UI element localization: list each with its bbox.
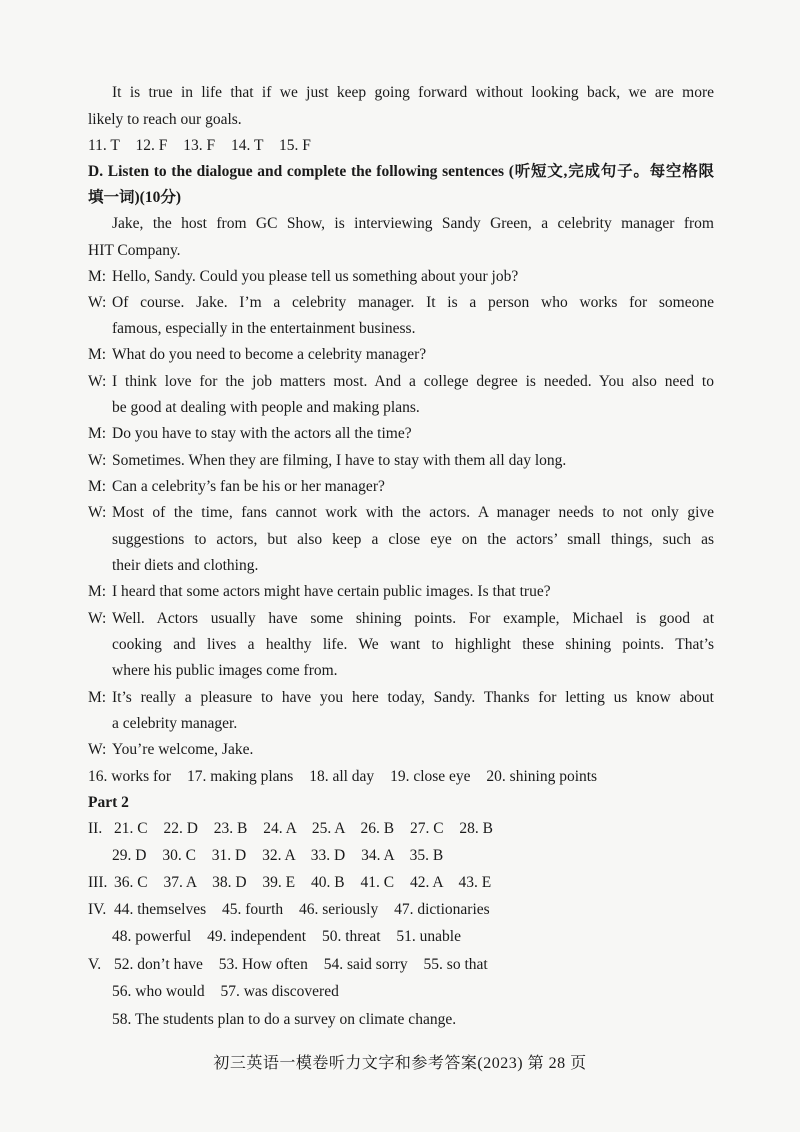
speaker-label: M: bbox=[88, 268, 107, 285]
answer-item: 53. How often bbox=[218, 956, 308, 973]
section-d-title-line-2: 填一词)(10分) bbox=[88, 189, 181, 206]
answer-item: 17. making plans bbox=[186, 768, 294, 785]
answer-item: 23. B bbox=[213, 820, 248, 837]
setup-line-2: HIT Company. bbox=[88, 242, 181, 259]
dialogue-line: I heard that some actors might have certain public images. Is that true? bbox=[112, 583, 551, 600]
dialogue-line: a celebrity manager. bbox=[112, 715, 238, 732]
speaker-label: M: bbox=[88, 425, 107, 442]
speaker-label: W: bbox=[88, 610, 107, 627]
answers-V-row-3: 58. The students plan to do a survey on climate change. bbox=[112, 1011, 457, 1028]
answer-item: 54. said sorry bbox=[323, 956, 408, 973]
dialogue-line: Sometimes. When they are filming, I have to stay with them all day long. bbox=[112, 452, 567, 469]
answer-item: 11. T bbox=[88, 137, 120, 154]
dialogue-line: Do you have to stay with the actors all the time? bbox=[112, 425, 412, 442]
answer-item: 41. C bbox=[360, 874, 395, 891]
answer-item: 14. T bbox=[230, 137, 264, 154]
setup-line-1: Jake, the host from GC Show, is interviewing Sandy Green, a celebrity manager from bbox=[112, 215, 714, 232]
intro-line-2: likely to reach our goals. bbox=[88, 111, 242, 128]
answer-item: 52. don’t have bbox=[114, 956, 203, 973]
dialogue-line: suggestions to actors, but also keep a close eye on the actors’ small things, such as bbox=[112, 531, 714, 548]
dialogue-line: where his public images come from. bbox=[112, 662, 338, 679]
section-label: III. bbox=[88, 874, 108, 891]
dialogue-line: cooking and lives a healthy life. We want to highlight these shining points. That’s bbox=[112, 636, 714, 653]
dialogue-line: Most of the time, fans cannot work with the actors. A manager needs to not only give bbox=[112, 504, 714, 521]
dialogue-line: be good at dealing with people and making plans. bbox=[112, 399, 420, 416]
answer-item: 28. B bbox=[459, 820, 494, 837]
speaker-label: W: bbox=[88, 504, 107, 521]
dialogue-line: You’re welcome, Jake. bbox=[112, 741, 254, 758]
answer-item: 45. fourth bbox=[222, 901, 284, 918]
answer-item: 33. D bbox=[310, 847, 346, 864]
section-label: II. bbox=[88, 820, 103, 837]
answer-item: 27. C bbox=[409, 820, 444, 837]
answer-item: 18. all day bbox=[309, 768, 375, 785]
answers-II-row-1 bbox=[88, 819, 714, 839]
answer-item: 48. powerful bbox=[112, 928, 192, 945]
speaker-label: M: bbox=[88, 583, 107, 600]
speaker-label: W: bbox=[88, 452, 107, 469]
answers-III bbox=[88, 873, 714, 893]
answer-item: 55. so that bbox=[423, 956, 488, 973]
dialogue-line: What do you need to become a celebrity manager? bbox=[112, 346, 427, 363]
answers-IV-row-1 bbox=[88, 900, 714, 920]
speaker-label: M: bbox=[88, 689, 107, 706]
intro-line-1: It is true in life that if we just keep going forward without looking back, we are more bbox=[112, 84, 714, 101]
answer-item: 20. shining points bbox=[486, 768, 598, 785]
speaker-label: W: bbox=[88, 741, 107, 758]
dialogue-line: I think love for the job matters most. And a college degree is needed. You also need to bbox=[112, 373, 714, 390]
answers-V-row-2 bbox=[112, 982, 714, 1002]
answer-item: 47. dictionaries bbox=[394, 901, 490, 918]
answers-11-15 bbox=[88, 136, 714, 156]
dialogue-line: Hello, Sandy. Could you please tell us something about your job? bbox=[112, 268, 519, 285]
answer-item: 12. F bbox=[135, 137, 168, 154]
answers-IV-row-2 bbox=[112, 927, 714, 947]
page-footer: 初三英语一模卷听力文字和参考答案(2023) 第 28 页 bbox=[213, 1055, 587, 1072]
answer-item: 21. C bbox=[114, 820, 148, 837]
answers-16-20 bbox=[88, 767, 714, 787]
answer-item: 51. unable bbox=[396, 928, 461, 945]
dialogue-line: their diets and clothing. bbox=[112, 557, 259, 574]
speaker-label: W: bbox=[88, 373, 107, 390]
answer-item: 56. who would bbox=[112, 983, 205, 1000]
section-d-title-line-1: D. Listen to the dialogue and complete the following sentences (听短文,完成句子。每空格限 bbox=[88, 163, 714, 180]
answer-item: 32. A bbox=[262, 847, 295, 864]
dialogue-line: Of course. Jake. I’m a celebrity manager. It is a person who works for someone bbox=[112, 294, 714, 311]
dialogue-line: famous, especially in the entertainment business. bbox=[112, 320, 416, 337]
dialogue-line: It’s really a pleasure to have you here today, Sandy. Thanks for letting us know about bbox=[112, 689, 714, 706]
answer-item: 29. D bbox=[112, 847, 147, 864]
answer-item: 39. E bbox=[262, 874, 296, 891]
answer-item: 36. C bbox=[114, 874, 148, 891]
answer-item: 57. was discovered bbox=[220, 983, 339, 1000]
answer-item: 40. B bbox=[311, 874, 345, 891]
answer-item: 35. B bbox=[409, 847, 444, 864]
part-2-heading: Part 2 bbox=[88, 794, 129, 811]
speaker-label: M: bbox=[88, 478, 107, 495]
answer-item: 13. F bbox=[183, 137, 216, 154]
answer-item: 43. E bbox=[458, 874, 492, 891]
answer-item: 49. independent bbox=[207, 928, 307, 945]
answer-item: 38. D bbox=[212, 874, 247, 891]
answer-item: 25. A bbox=[311, 820, 345, 837]
answer-item: 15. F bbox=[279, 137, 311, 154]
answer-item: 26. B bbox=[360, 820, 395, 837]
answer-item: 19. close eye bbox=[390, 768, 471, 785]
answer-item: 16. works for bbox=[88, 768, 172, 785]
speaker-label: M: bbox=[88, 346, 107, 363]
section-label: IV. bbox=[88, 901, 107, 918]
dialogue-line: Well. Actors usually have some shining points. For example, Michael is good at bbox=[112, 610, 714, 627]
answer-item: 50. threat bbox=[321, 928, 381, 945]
answer-item: 34. A bbox=[361, 847, 394, 864]
answer-item: 30. C bbox=[162, 847, 196, 864]
answers-V-row-1 bbox=[88, 955, 714, 975]
dialogue-line: Can a celebrity’s fan be his or her manager? bbox=[112, 478, 385, 495]
speaker-label: W: bbox=[88, 294, 107, 311]
answers-II-row-2 bbox=[112, 846, 714, 866]
answer-item: 31. D bbox=[211, 847, 247, 864]
answer-item: 37. A bbox=[163, 874, 197, 891]
answer-item: 24. A bbox=[263, 820, 296, 837]
answer-item: 46. seriously bbox=[299, 901, 379, 918]
answer-item: 44. themselves bbox=[114, 901, 207, 918]
answer-item: 22. D bbox=[163, 820, 198, 837]
answer-item: 42. A bbox=[409, 874, 443, 891]
section-label: V. bbox=[88, 956, 102, 973]
